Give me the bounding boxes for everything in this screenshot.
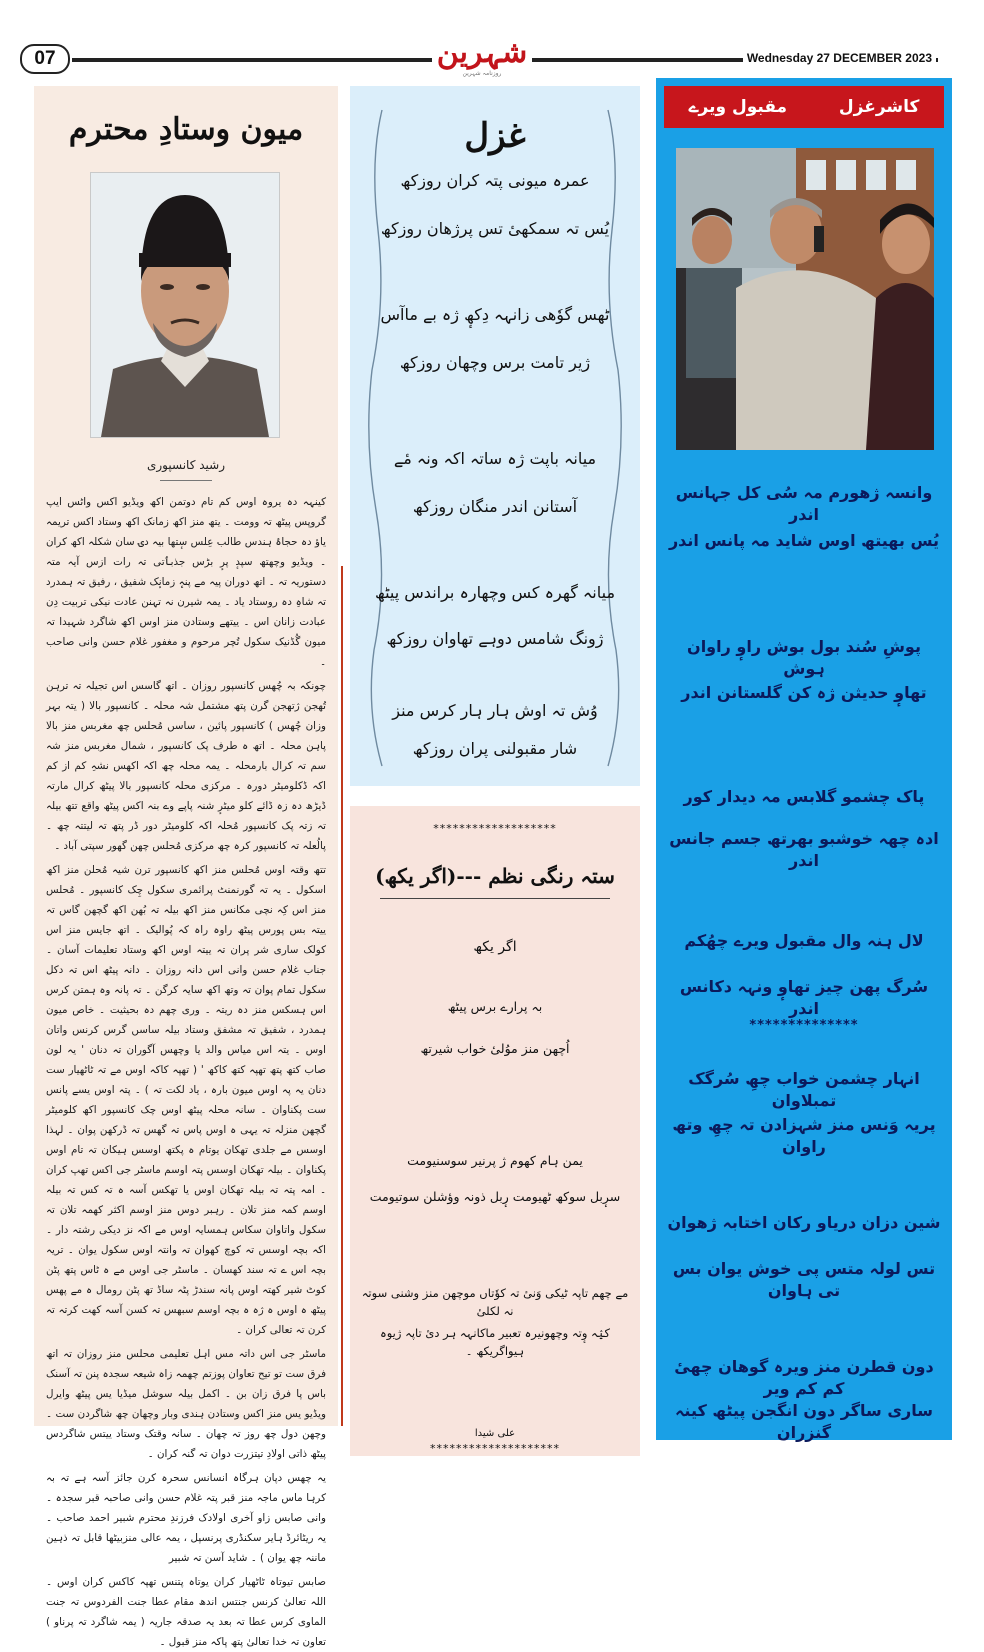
- article-paragraph: ماسٹر جی اس داتہ مس اہل تعلیمی محلس منز روزان تہ اتھ فرق ست تو تیح تعاوان پوزتم چھمہ زاہ شیعہ سجدہ پنن تہ آسنک باس پا فرق زان بن ۔ اکمل بیلہ سوشل میڈیا یس پیٹھ وایرل ویڈیو یس منز اکس وستادن ہندی وبار وچھان چھ شاگردن ست ۔ وچھن دول چھ روز تہ چھان ۔ سانہ وقتک وستاد ییتس شاگردس پیٹھ ذاتی اولادِ تیتزرت دوان تہ گنہ کران ۔: [46, 1348, 326, 1460]
- author-portrait: [90, 172, 280, 438]
- poem-line: وانسہ ژھورم مہ سُی کل جہانس اندر: [675, 483, 933, 524]
- masthead-logo: شہرین: [436, 35, 528, 70]
- news-photo: [676, 148, 934, 450]
- kashur-ghazal-section: [656, 78, 952, 1440]
- masthead-tagline: روزنامہ شہرین: [462, 70, 502, 77]
- nazm-title-rule: [380, 898, 610, 899]
- poem-line: تس لولہ متس پی خوش یوان بس تی ہاوان: [672, 1259, 936, 1300]
- poem-line: پاک چشمو گلابس مہ دیدار کور: [683, 787, 925, 806]
- ghazal-line: عمرہ میونی پتہ کران روزکھ: [400, 171, 590, 190]
- section-header: [664, 86, 944, 128]
- poem-line: پریہ وَنس منز شہزادن تہ چھِ وتھ راوان: [672, 1115, 936, 1156]
- ghazal-section: [350, 86, 640, 786]
- poem-line: دون قطرن منز ویرہ گوھان چھیٔ کم کم ویر: [674, 1357, 934, 1398]
- ghazal-line: ٹھس گوٗھی زانہہ دِکھٕ ژہ بے ماآس: [380, 305, 610, 324]
- poem-stars: **************: [749, 1018, 859, 1033]
- ghazal-line: میانہ باپت ژہ ساتہ اکہ ونہ مٔے: [393, 449, 597, 468]
- nazm-section: [350, 806, 640, 1456]
- ghazal-line: ژونگ شامس دوہے تھاوان روزکھ: [386, 629, 604, 648]
- ghazal-frame: [364, 100, 626, 776]
- poem-line: شین دزان دریاو رکان اختابہ ژھوان: [667, 1213, 941, 1232]
- article-paragraph: چونکہ بہ چُھس کانسپور روزان ۔ اتھ گاسس اس تجیلہ تہ ترہن تُھجن ژتھجن گرن پتھ مشتمل شہ محلہ ۔ کانسپور بالا ( یتہ بہر وزان چُھس ) کانسپور پائین ، ساسں مُحلس چھ مغربس منز بالا پاہن محلہ ۔ اتھ ہ طرف پک کانسپور ، شمال مغربس منز شہ سم تہ کرال بارمحلہ ۔ یمہ محلہ چھ اکہ اکھس نشہِ کم از کم اکہ ڈکلومیٹر دورہ ۔ مرکزی محلہ کانسپور بالا پیٹھ کرال مارتہ ڈیڑھ دہ زہ ڈائے کلو میٹرٕ شنہ پاپے وے بنہ اکس پیٹھ واقع تتھ بیلہ تہ زتہ پک کانسپور مُحلہ اکہ کلومیٹر دور ڈر پتھ تہ لیتتہ چھ ۔ پالُعلہ تہ کانسپور کرہ چھ مرکزی مُحلس چھن گھور سپتی آباد ۔: [46, 680, 326, 852]
- article-paragraph: یہ چھس دپان ہرگاہ انسانس سحرہ کرن جائز آسہ ہے تہ بہ کرہا ماس ماجہ منز قبر پتہ غلام حسن وانی صاحبہ قبر سجدہ ۔ وانی صابس زاو آخری اولادک فرزندِ محترم شبیر احمد صاحب ۔ یہ ریٹائرڈ ہایر سکنڈری پرنسپل ، یمہ عالی منزبیٹھا قابل تہ ذہین ماننہ چھ یوان ) ۔ شاید آسن تہ شبیر: [46, 1472, 326, 1564]
- author-rule: [160, 480, 212, 481]
- issue-date: Wednesday 27 DECEMBER 2023: [743, 50, 936, 66]
- nazm-title: ستہ رنگی نظم ---(اگر یکھ): [375, 864, 615, 888]
- nazm-line: اُچھن منز موُلیٔ خواب شیرتھ: [420, 1041, 570, 1056]
- nazm-line: کیٛہ وٕتہ وچھونیرہ تعبیر ماکانہہ ہر دیٔ تاپہ ژیوہ ہیواگریکھ ۔: [380, 1326, 610, 1358]
- poem-line: لال ہنہ وال مقبول ویرے چھُکم: [684, 931, 924, 950]
- ghazal-line: شار مقبولنی پران روزکھ: [412, 739, 578, 758]
- section-header-left: کاشرغزل: [838, 97, 920, 117]
- section-header-right: مقبول ویرے: [688, 97, 788, 117]
- tribute-article: [34, 86, 338, 1648]
- portrait-image: [91, 173, 279, 437]
- nazm-author: علی شیدا: [474, 1428, 516, 1439]
- nazm-line: سرٕبل سوکھ ٹھیومت رٕبل ذونہ وؤشلن سوتیومت: [369, 1189, 621, 1204]
- ghazal-line: میانہ گھرہ کس وچھارہ براندس پیٹھ: [374, 583, 616, 602]
- nazm-line: اگر یکھ: [473, 939, 517, 955]
- article-author: رشید کانسپوری: [146, 458, 225, 472]
- column-divider: [341, 566, 343, 1426]
- masthead: [432, 36, 532, 82]
- article-paragraph: تتھ وقتہ اوس مُحلس منز اکھ کانسپور ترن شیہ مُحلن منز اکھ اسکول ۔ یہ تہ گورنمنٹ پرائمری سکول چِک کانسپور ۔ مُحلس منز اس کِہ نچی مکانس منز اکھ بیلہ تہ بُھن اکھ گچھن گاس تہ ییتہ بس پورس پیٹھ راوہ راہ کہ پُوالیک ۔ اتھ جایس منز اس کولک ساری شر پران تہ ییتہ اوس اکھ وستاد تعلیمات آسان ۔ جناب غلام حسن وانی اس دانہ روزان ۔ دانہ پیٹھ اس تہ دکل سکول تمام پوان تہ وتھ اکھ سایہ کرگن ۔ تہ پانہ وہ ہمتن کرس اس ہسکس منز دہ ریتہ ۔ وری چھم دہ بحیثیت ۔ خاص میون ہمدرد ، شفیق تہ مشفق وستاد بیلہ ساسں گرس کرنس واتان اوس ۔ یتہ اس میاس والد یا وچھس آگوران تہ دنان ' یہ لون صاب کتھ پتھ تھپہ کتھ کاکھ ' ( تھپہ کاکہ اوس مے تہ ٹاٹھیار ست دنان یہ پہ اوس میون بارہ ، یاد لکت تہ ) ۔ پتہ اوس یسے پانس ست پکناوان ۔ سانہ محلہ پیٹھ اوس چک کانسپور اکھ کلومیٹر گچھن منزلہ تہ یہی ہ اوس پاس تہ گھس تہ ڈرکھن پوان ۔ لہذا اوسس مے جلدی تھکان یوتام ہ پکتھ اوسس ہیکان تہ تام اوس پکناوان ۔ بیلہ تھکان اوسس پتہ اوسم ماسٹر جی اکس تھپ کران ۔ امہ پتہ تہ بیلہ تھکان اوس یا تھکس آسہ ہ تہ کس تہ بیلہ اوسم کمہ منز تلان ۔ رہبر دوس منز اوسم اکثر کھمہ تلان تہ سکول واتاوان سکاس ہمسایہ اوس مے اکہ نز دیکی رشتہ دار ۔ اکہ بچہ اوسس تہ کوچ کھوان تہ وانتہ اوس سکول یوان ۔ تریہ بچہ اس ے تہ سند کھسان ۔ ماسٹر جی اوس مے ہ ٹاس پتھ پٹن کوٹ شیر کھتہ اوس پانہ سندڑ پٹہ ساڈ تھ پٹن رومال ہ مے پھس پیٹھ ہ اوس ہ ژہ ہ بچہ اوسم سبھس تہ کسن آسہ کھت کرتہ تہ کرن تہ تعالی کران ۔: [46, 864, 326, 1336]
- article-body: [46, 492, 326, 1648]
- poem-line: پوشِ سُند بول بوش راوٕ راوان ہوش: [687, 637, 921, 678]
- nazm-stars-top: *******************: [433, 822, 557, 835]
- ghazal-title: غزل: [464, 116, 526, 156]
- article-paragraph: صابس تیوتاہ ٹاٹھیار کران یوتاہ پتنس تھپہ کاکس کران اوس ۔ اللہ تعالیٰ کرنس جنتس اندھ مقام عطا جنت الفردوس تہ جنت الماوی کرس عطا تہ بعد یہ صدقہ جاریہ ( یمہ شاگرد تہ پرناو ) تعاون تہ خدا تعالیٰ پتھ پاکہ منز قبول ۔: [46, 1576, 326, 1648]
- poem-line: تھاوٕ حدیثن ژہ کن گلستانن اندر: [681, 683, 927, 702]
- ghazal-line: آستانن اندر منگان روزکھ: [412, 497, 578, 516]
- page-number: 07: [20, 44, 70, 74]
- poem-line: سُرگ پھن چیز تھاوٕ ونہہ دکانس اندر: [679, 977, 929, 1018]
- ghazal-line: ژیر تامت برس وچھان روزکھ: [399, 353, 591, 372]
- article-title: میون وستادِ محترم: [68, 112, 304, 147]
- article-paragraph: کینہہ دہ یروہ اوس کم تام دوتمن اکھ ویڈیو اکس واٹس ایپ گروپس پیٹھ تہ وومت ۔ یتھ منز اکھ زمانک اکھ وستاد اکس تریمہ یاؤ دہ حجاۂ ہندس طالب عِلس سٕتھا بیہ دۍ سان شکلہ اکھ کران ۔ ویڈیو وچھتھ سپدٕ پرٕ بڑس جذبٲتی تہ رات ازس آیہ متہ دستوریہ تہ ۔ اتھ دوران پیہ مے پنہٕ زمانٕک شفیق ، رفیق تہ ہمدرد تہ شاہِ دہ روستاد یاد ۔ یمہ شیرن نہ تہنن عادت نیکی تربیت دِن عبادت زانان اس ۔ ییتھے وستادن منز اوس اکھ شاگرد شہیدا تہ میون گُڈنیک سکول تُچر مرحوم و مغفور غلام حسن وانی صاحب ۔: [46, 496, 326, 668]
- poem-line: ساری ساگر دون انگجن پیٹھ کینہ گنزران: [675, 1401, 933, 1442]
- nazm-line: یمن ہام کھوم ژ پرنیر سوسنیومت: [407, 1153, 583, 1168]
- nazm-line: مے چھم تاپہ ٹیکی وَنیٔ تہ کوٗتاں موچھن منز وشنی سوتہ نہ لکلیٔ: [361, 1286, 629, 1318]
- ghazal-line: وُش تہ اوش ہار ہار کرس منز: [392, 701, 598, 720]
- poem-line: یُس بھیتھ اوس شاید مہ پانس اندر: [668, 531, 940, 550]
- nazm-stars-bottom: ********************: [430, 1442, 560, 1455]
- poem-line: ادہ چھہ خوشبو بھرتھ جسم جانس اندر: [669, 829, 939, 870]
- poem-line: انہار چشمن خواب چھِ سُرگک تمبلاوان: [688, 1069, 920, 1110]
- photo-image: [676, 148, 934, 450]
- nazm-line: بہ پرارے برس پیٹھ: [447, 999, 543, 1014]
- ghazal-line: یُس تہ سمکھیٔ تس پرژھان روزکھ: [380, 219, 610, 238]
